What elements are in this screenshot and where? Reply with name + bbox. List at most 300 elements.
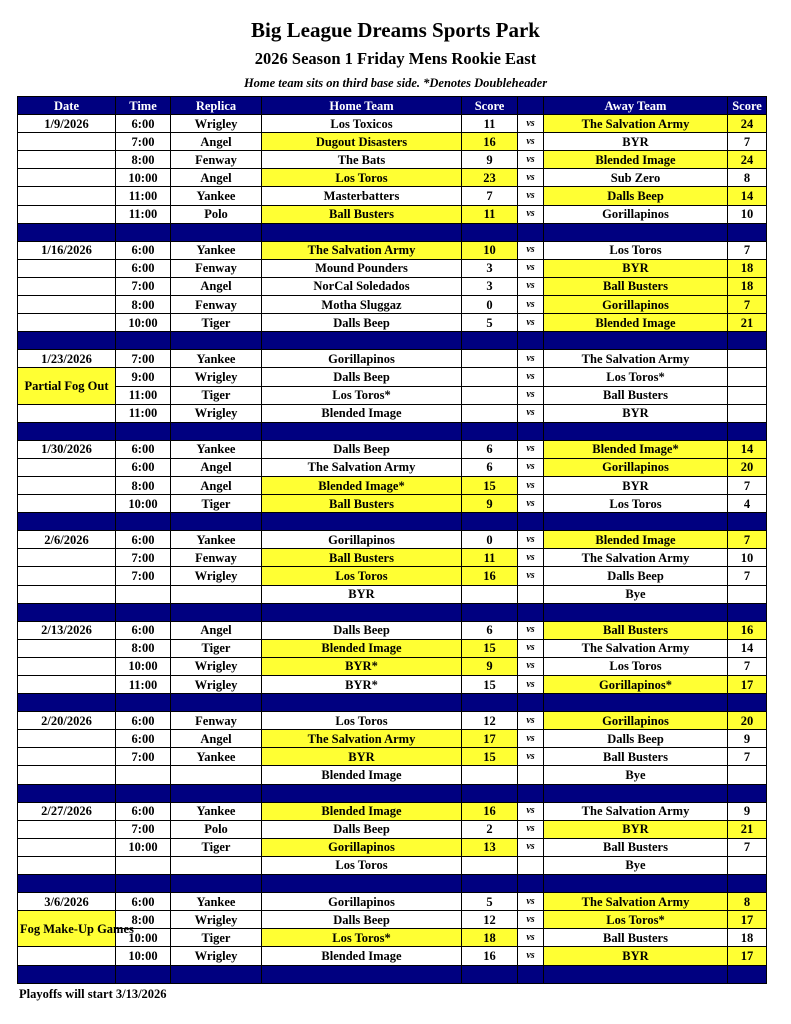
header-row — [18, 97, 767, 115]
away-score: 20 — [728, 458, 767, 476]
game-row — [18, 404, 767, 422]
away-score: 21 — [728, 820, 767, 838]
home-score: 0 — [462, 531, 518, 549]
away-score: 8 — [728, 169, 767, 187]
vs-label: vs — [518, 115, 544, 133]
home-team: The Bats — [262, 151, 462, 169]
vs-label: vs — [518, 495, 544, 513]
game-field: Tiger — [171, 838, 262, 856]
header-date: Date — [18, 97, 116, 115]
game-time — [116, 585, 171, 603]
home-score: 11 — [462, 549, 518, 567]
game-row — [18, 241, 767, 259]
game-time: 11:00 — [116, 205, 171, 223]
game-date — [18, 766, 116, 784]
away-team: Gorillapinos — [544, 205, 728, 223]
game-row — [18, 277, 767, 295]
game-row — [18, 712, 767, 730]
game-field: Yankee — [171, 802, 262, 820]
game-row — [18, 567, 767, 585]
home-score: 15 — [462, 748, 518, 766]
game-row — [18, 133, 767, 151]
vs-label: vs — [518, 621, 544, 639]
home-team: Blended Image — [262, 947, 462, 965]
away-team: Dalls Beep — [544, 730, 728, 748]
game-time: 6:00 — [116, 712, 171, 730]
home-score: 18 — [462, 929, 518, 947]
game-row — [18, 440, 767, 458]
separator-cell — [544, 422, 728, 440]
game-date: 1/16/2026 — [18, 241, 116, 259]
vs-label: vs — [518, 549, 544, 567]
header-away-team: Away Team — [544, 97, 728, 115]
vs-label: vs — [518, 259, 544, 277]
game-time — [116, 766, 171, 784]
home-team: Masterbatters — [262, 187, 462, 205]
game-time: 6:00 — [116, 115, 171, 133]
away-team: Gorillapinos — [544, 296, 728, 314]
vs-label: vs — [518, 205, 544, 223]
away-team: BYR — [544, 476, 728, 494]
header-vs — [518, 97, 544, 115]
game-time — [116, 856, 171, 874]
home-team: Ball Busters — [262, 549, 462, 567]
separator-cell — [171, 875, 262, 893]
home-score: 10 — [462, 241, 518, 259]
separator-cell — [18, 784, 116, 802]
game-field: Fenway — [171, 296, 262, 314]
separator-cell — [518, 875, 544, 893]
home-score: 16 — [462, 133, 518, 151]
week-separator — [18, 875, 767, 893]
vs-label: vs — [518, 458, 544, 476]
game-time: 6:00 — [116, 730, 171, 748]
away-team: BYR — [544, 404, 728, 422]
game-field: Yankee — [171, 350, 262, 368]
home-score: 2 — [462, 820, 518, 838]
vs-label: vs — [518, 838, 544, 856]
away-team: Bye — [544, 856, 728, 874]
vs-label: vs — [518, 802, 544, 820]
away-score: 8 — [728, 893, 767, 911]
game-date — [18, 476, 116, 494]
game-time: 7:00 — [116, 748, 171, 766]
home-score: 11 — [462, 205, 518, 223]
game-row — [18, 639, 767, 657]
away-score: 10 — [728, 549, 767, 567]
home-score: 9 — [462, 495, 518, 513]
separator-cell — [462, 332, 518, 350]
home-team: BYR* — [262, 657, 462, 675]
home-team: Los Toros — [262, 712, 462, 730]
away-team: Bye — [544, 766, 728, 784]
home-score: 0 — [462, 296, 518, 314]
separator-cell — [116, 422, 171, 440]
game-row — [18, 350, 767, 368]
vs-label: vs — [518, 277, 544, 295]
away-score: 9 — [728, 730, 767, 748]
away-team: The Salvation Army — [544, 893, 728, 911]
separator-cell — [544, 332, 728, 350]
game-field: Yankee — [171, 531, 262, 549]
game-date — [18, 314, 116, 332]
game-field: Yankee — [171, 241, 262, 259]
away-score: 7 — [728, 838, 767, 856]
schedule-note: Home team sits on third base side. *Denotes Doubleheader — [243, 76, 548, 90]
week-separator — [18, 422, 767, 440]
game-field: Angel — [171, 133, 262, 151]
game-time: 6:00 — [116, 458, 171, 476]
home-team: Gorillapinos — [262, 350, 462, 368]
away-score: 7 — [728, 748, 767, 766]
away-team: Ball Busters — [544, 386, 728, 404]
home-team: Los Toros* — [262, 386, 462, 404]
away-team: Dalls Beep — [544, 187, 728, 205]
away-score: 17 — [728, 911, 767, 929]
game-time: 10:00 — [116, 495, 171, 513]
vs-label: vs — [518, 748, 544, 766]
separator-cell — [544, 603, 728, 621]
game-field: Polo — [171, 205, 262, 223]
separator-cell — [518, 784, 544, 802]
separator-cell — [116, 784, 171, 802]
game-row — [18, 458, 767, 476]
separator-cell — [262, 694, 462, 712]
game-date — [18, 639, 116, 657]
away-team: BYR — [544, 259, 728, 277]
separator-cell — [728, 694, 767, 712]
home-score: 16 — [462, 947, 518, 965]
vs-label: vs — [518, 929, 544, 947]
away-team: Blended Image — [544, 151, 728, 169]
home-team: Blended Image* — [262, 476, 462, 494]
game-time: 8:00 — [116, 151, 171, 169]
game-field: Wrigley — [171, 911, 262, 929]
header-home-score: Score — [462, 97, 518, 115]
away-score — [728, 585, 767, 603]
separator-cell — [116, 332, 171, 350]
vs-label: vs — [518, 911, 544, 929]
home-team: Gorillapinos — [262, 531, 462, 549]
separator-cell — [262, 784, 462, 802]
game-row — [18, 893, 767, 911]
game-date — [18, 169, 116, 187]
vs-label: vs — [518, 820, 544, 838]
away-score — [728, 368, 767, 386]
week-separator — [18, 513, 767, 531]
game-time: 8:00 — [116, 476, 171, 494]
game-date: 3/6/2026 — [18, 893, 116, 911]
home-score: 17 — [462, 730, 518, 748]
home-team: NorCal Soledados — [262, 277, 462, 295]
home-score: 5 — [462, 314, 518, 332]
home-score: 5 — [462, 893, 518, 911]
away-score — [728, 856, 767, 874]
separator-cell — [262, 223, 462, 241]
separator-cell — [518, 332, 544, 350]
separator-cell — [262, 875, 462, 893]
game-time: 7:00 — [116, 820, 171, 838]
game-date — [18, 404, 116, 422]
game-date — [18, 458, 116, 476]
vs-label: vs — [518, 947, 544, 965]
away-score: 17 — [728, 947, 767, 965]
away-score — [728, 766, 767, 784]
separator-cell — [462, 784, 518, 802]
vs-label: vs — [518, 893, 544, 911]
home-score: 3 — [462, 259, 518, 277]
game-time: 11:00 — [116, 676, 171, 694]
game-time: 6:00 — [116, 440, 171, 458]
game-date — [18, 676, 116, 694]
home-score: 12 — [462, 712, 518, 730]
away-score: 9 — [728, 802, 767, 820]
vs-label: vs — [518, 676, 544, 694]
away-team: Dalls Beep — [544, 567, 728, 585]
game-field: Fenway — [171, 549, 262, 567]
header-replica: Replica — [171, 97, 262, 115]
separator-cell — [18, 603, 116, 621]
separator-cell — [18, 875, 116, 893]
vs-label: vs — [518, 187, 544, 205]
separator-cell — [18, 694, 116, 712]
away-team: Los Toros — [544, 495, 728, 513]
game-row — [18, 531, 767, 549]
game-time: 11:00 — [116, 404, 171, 422]
vs-label: vs — [518, 133, 544, 151]
week-separator — [18, 603, 767, 621]
game-date: 2/20/2026 — [18, 712, 116, 730]
home-score: 9 — [462, 151, 518, 169]
home-score: 15 — [462, 639, 518, 657]
away-team: Blended Image* — [544, 440, 728, 458]
away-score: 24 — [728, 115, 767, 133]
vs-label — [518, 766, 544, 784]
away-score: 20 — [728, 712, 767, 730]
vs-label: vs — [518, 241, 544, 259]
home-team: Blended Image — [262, 639, 462, 657]
separator-cell — [116, 513, 171, 531]
home-score: 15 — [462, 676, 518, 694]
home-score: 3 — [462, 277, 518, 295]
game-date — [18, 856, 116, 874]
game-date — [18, 259, 116, 277]
away-team: Blended Image — [544, 314, 728, 332]
away-score: 4 — [728, 495, 767, 513]
home-score — [462, 404, 518, 422]
home-team: The Salvation Army — [262, 241, 462, 259]
separator-cell — [462, 965, 518, 983]
away-team: BYR — [544, 820, 728, 838]
game-time: 10:00 — [116, 929, 171, 947]
game-row — [18, 730, 767, 748]
game-field: Angel — [171, 730, 262, 748]
home-score — [462, 856, 518, 874]
home-team: Dalls Beep — [262, 621, 462, 639]
game-time: 11:00 — [116, 187, 171, 205]
game-row — [18, 820, 767, 838]
game-date — [18, 133, 116, 151]
separator-cell — [171, 332, 262, 350]
separator-cell — [462, 875, 518, 893]
game-date — [18, 495, 116, 513]
game-time: 7:00 — [116, 133, 171, 151]
away-score: 14 — [728, 187, 767, 205]
away-score: 24 — [728, 151, 767, 169]
game-field — [171, 585, 262, 603]
game-time: 6:00 — [116, 621, 171, 639]
separator-cell — [728, 223, 767, 241]
separator-cell — [171, 965, 262, 983]
game-field: Angel — [171, 621, 262, 639]
away-score: 7 — [728, 296, 767, 314]
home-team: Ball Busters — [262, 495, 462, 513]
header-away-score: Score — [728, 97, 767, 115]
home-team: The Salvation Army — [262, 458, 462, 476]
game-time: 10:00 — [116, 169, 171, 187]
home-team: Blended Image — [262, 404, 462, 422]
separator-cell — [462, 422, 518, 440]
vs-label: vs — [518, 440, 544, 458]
separator-cell — [18, 223, 116, 241]
game-field: Angel — [171, 277, 262, 295]
game-time: 10:00 — [116, 947, 171, 965]
separator-cell — [116, 694, 171, 712]
home-score: 12 — [462, 911, 518, 929]
game-row — [18, 585, 767, 603]
game-date — [18, 585, 116, 603]
home-score — [462, 368, 518, 386]
away-team: The Salvation Army — [544, 115, 728, 133]
separator-cell — [544, 513, 728, 531]
game-field: Wrigley — [171, 676, 262, 694]
home-score — [462, 766, 518, 784]
home-score — [462, 350, 518, 368]
game-time: 6:00 — [116, 802, 171, 820]
game-row — [18, 621, 767, 639]
game-time: 7:00 — [116, 277, 171, 295]
home-team: BYR* — [262, 676, 462, 694]
home-score: 16 — [462, 567, 518, 585]
game-field: Yankee — [171, 893, 262, 911]
week-note: Fog Make-Up Games — [18, 911, 116, 947]
separator-cell — [262, 422, 462, 440]
vs-label: vs — [518, 639, 544, 657]
game-row — [18, 911, 767, 929]
separator-cell — [262, 332, 462, 350]
game-time: 7:00 — [116, 549, 171, 567]
home-team: Dalls Beep — [262, 368, 462, 386]
game-field: Wrigley — [171, 368, 262, 386]
vs-label: vs — [518, 657, 544, 675]
separator-cell — [171, 603, 262, 621]
vs-label: vs — [518, 151, 544, 169]
game-date — [18, 151, 116, 169]
home-team: Los Toros — [262, 856, 462, 874]
game-date — [18, 657, 116, 675]
game-date: 1/30/2026 — [18, 440, 116, 458]
vs-label: vs — [518, 404, 544, 422]
separator-cell — [171, 694, 262, 712]
home-score: 15 — [462, 476, 518, 494]
game-field: Angel — [171, 458, 262, 476]
separator-cell — [171, 784, 262, 802]
away-team: Bye — [544, 585, 728, 603]
game-time: 7:00 — [116, 350, 171, 368]
separator-cell — [116, 875, 171, 893]
schedule-table — [17, 96, 767, 984]
game-row — [18, 296, 767, 314]
home-team: Motha Sluggaz — [262, 296, 462, 314]
away-score — [728, 386, 767, 404]
home-score: 6 — [462, 440, 518, 458]
separator-cell — [18, 965, 116, 983]
header-time: Time — [116, 97, 171, 115]
game-row — [18, 856, 767, 874]
game-row — [18, 748, 767, 766]
home-score: 7 — [462, 187, 518, 205]
home-team: Los Toxicos — [262, 115, 462, 133]
game-time: 8:00 — [116, 296, 171, 314]
home-score — [462, 585, 518, 603]
separator-cell — [544, 223, 728, 241]
separator-cell — [544, 694, 728, 712]
separator-cell — [518, 965, 544, 983]
home-team: Blended Image — [262, 766, 462, 784]
away-score — [728, 404, 767, 422]
away-team: Ball Busters — [544, 277, 728, 295]
game-date: 2/27/2026 — [18, 802, 116, 820]
game-row — [18, 802, 767, 820]
vs-label: vs — [518, 567, 544, 585]
away-score: 18 — [728, 259, 767, 277]
game-time: 10:00 — [116, 657, 171, 675]
vs-label: vs — [518, 169, 544, 187]
game-time: 6:00 — [116, 259, 171, 277]
page-subtitle: 2026 Season 1 Friday Mens Rookie East — [254, 49, 537, 68]
separator-cell — [728, 965, 767, 983]
game-field: Yankee — [171, 187, 262, 205]
away-team: The Salvation Army — [544, 350, 728, 368]
game-date — [18, 820, 116, 838]
game-date — [18, 567, 116, 585]
game-row — [18, 766, 767, 784]
home-team: Dalls Beep — [262, 314, 462, 332]
game-row — [18, 368, 767, 386]
game-row — [18, 314, 767, 332]
separator-cell — [728, 513, 767, 531]
game-time: 10:00 — [116, 838, 171, 856]
home-score: 13 — [462, 838, 518, 856]
home-team: Dugout Disasters — [262, 133, 462, 151]
home-score: 23 — [462, 169, 518, 187]
home-team: Blended Image — [262, 802, 462, 820]
game-field: Angel — [171, 476, 262, 494]
separator-cell — [462, 513, 518, 531]
game-field: Wrigley — [171, 947, 262, 965]
home-team: Los Toros — [262, 169, 462, 187]
away-score: 18 — [728, 277, 767, 295]
away-score: 14 — [728, 639, 767, 657]
game-row — [18, 676, 767, 694]
separator-cell — [171, 513, 262, 531]
home-team: Mound Pounders — [262, 259, 462, 277]
home-team: Los Toros — [262, 567, 462, 585]
home-team: Dalls Beep — [262, 820, 462, 838]
separator-cell — [116, 223, 171, 241]
game-date: 2/13/2026 — [18, 621, 116, 639]
separator-cell — [518, 513, 544, 531]
